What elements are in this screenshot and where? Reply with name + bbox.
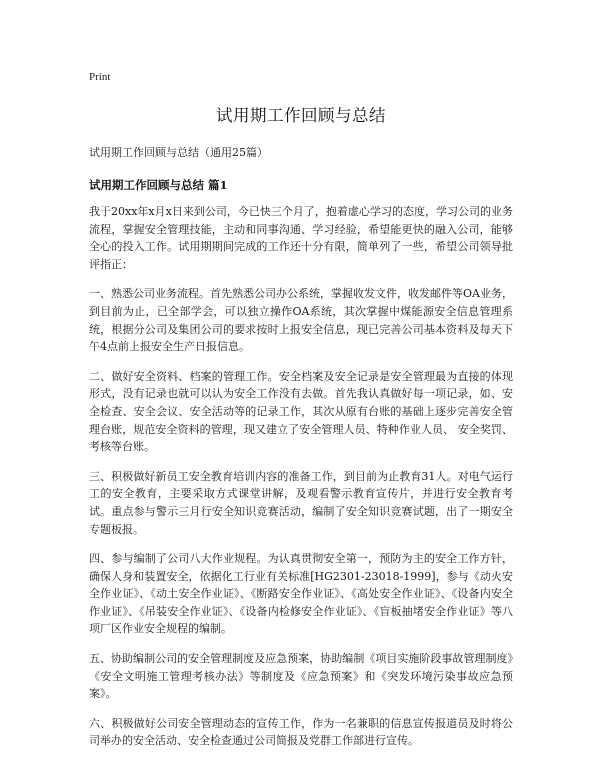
section-heading: 试用期工作回顾与总结 篇1 [89,178,228,192]
paragraph-item-6: 六、积极做好公司安全管理动态的宣传工作，作为一名兼职的信息宣传报道员及时将公司举办的安全活动、安全检查通过公司简报及党群工作部进行宣传。 [89,716,513,748]
print-label: Print [89,71,111,83]
document-subtitle: 试用期工作回顾与总结（通用25篇） [89,146,268,159]
paragraph-item-1: 一、熟悉公司业务流程。首先熟悉公司办公系统，掌握收发文件，收发邮件等OA业务，到目前为止，已全部学会，可以独立操作OA系统，其次掌握中煤能源安全信息管理系统，根据分公司及集团公司的要求按时上报安全信息，现已完善公司基本资料及每天下午4点前上报安全生产日报信息。 [89,287,513,354]
paragraph-item-2: 二、做好安全资料、档案的管理工作。安全档案及安全记录是安全管理最为直接的体现形式，没有记录也就可以认为安全工作没有去做。首先我认真做好每一项记录，如、安全检查、安全会议、安全活动等的记录工作，其次从原有台账的基础上逐步完善安全管理台账，规范安全资料的管理，现又建立了安全管理人员、特种作业人员、 安全奖罚、考核等台账。 [89,369,513,454]
paragraph-intro: 我于20xx年x月x日来到公司，今已快三个月了，抱着虚心学习的态度，学习公司的业务流程，掌握安全管理技能，主动和同事沟通、学习经验，希望能更快的融入公司，能够全心的投入工作。试用期期间完成的工作还十分有限，简单列了一些，希望公司领导批评指正： [89,205,513,271]
paragraph-item-3: 三、积极做好新员工安全教育培训内容的准备工作，到目前为止教育31人。对电气运行工的安全教育，主要采取方式课堂讲解，及观看警示教育宣传片，并进行安全教育考试。重点参与警示三月行安全知识竞赛活动，编制了安全知识竞赛试题，出了一期安全专题板报。 [89,469,513,536]
paragraph-item-5: 五、协助编制公司的安全管理制度及应急预案，协助编制《项目实施阶段事故管理制度》《安全文明施工管理考核办法》等制度及《应急预案》和《突发环境污染事故应急预案》。 [89,652,513,701]
paragraph-item-4: 四、参与编制了公司八大作业规程。为认真贯彻安全第一，预防为主的安全工作方针，确保人身和装置安全，依据化工行业有关标准[HG2301-23018-1999]，参与《动火安全作业证》、《动土安全作业证》、《断路安全作业证》、《高处安全作业证》、《设备内安全作业证》、《吊装安全作业证》、《设备内检修安全作业证》、《盲板抽堵安全作业证》等八项厂区作业安全规程的编制。 [89,552,513,636]
document-title: 试用期工作回顾与总结 [216,106,386,125]
